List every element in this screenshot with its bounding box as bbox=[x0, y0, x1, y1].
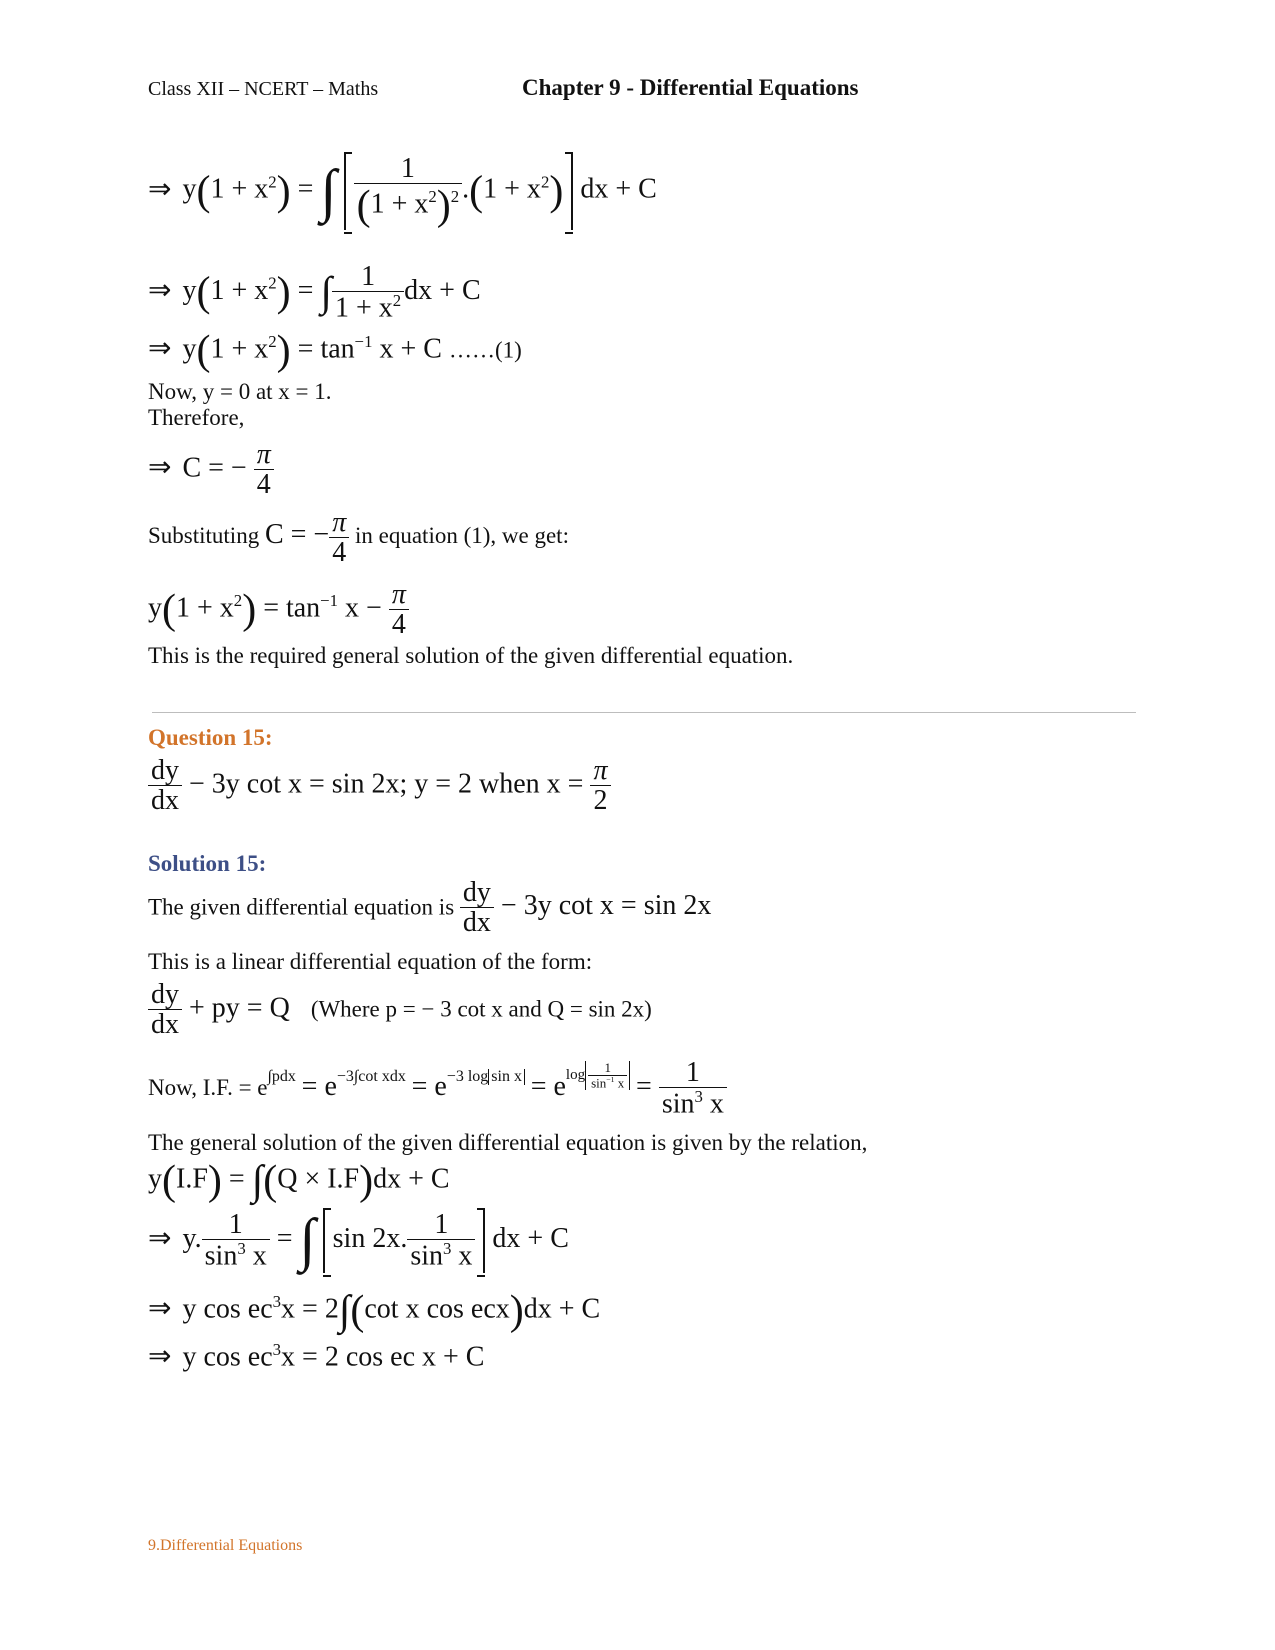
if-label: Now, I.F. = e bbox=[148, 1074, 268, 1100]
header-left: Class XII – NCERT – Maths bbox=[148, 78, 379, 100]
given-label: The given differential equation is bbox=[148, 894, 455, 920]
integrating-factor: Now, I.F. = $e^{\int pdx} = e^{-3\int cot xdx} = e^{-3 log sin x} = e^{log \frac{1}{\sin^{-1} x}}$ = $\frac{1}{\sin^3 x}$ bbox=[148, 1058, 727, 1119]
equation-line-1: ⇒ $y(1 + x^2)$ = ∫ $\frac{1}{(1 + x^2)^2}$ $.(1 + x^2)$ dx + C bbox=[148, 153, 657, 230]
solution-15-title: Solution 15: bbox=[148, 851, 267, 876]
substitution-line: Substituting C = − $\frac{\pi}{4}$ in equation (1), we get: bbox=[148, 507, 569, 569]
linear-form-equation: $\frac{dy}{dx}$ + py = Q (Where p = − 3 cot x and Q = sin 2x) bbox=[148, 980, 652, 1040]
therefore-text: Therefore, bbox=[148, 405, 245, 430]
question-15-title: Question 15: bbox=[148, 725, 273, 750]
footer-label: 9.Differential Equations bbox=[148, 1537, 303, 1554]
particular-solution: $y(1 + x^2) = \tan^{-1} x$ − $\frac{\pi}{4}$ bbox=[148, 580, 409, 640]
section-divider bbox=[152, 712, 1136, 713]
equation-general-relation: y(I.F) = ∫(Q × I.F)dx + C bbox=[148, 1158, 450, 1204]
general-solution-text: The general solution of the given differential equation is given by the relation, bbox=[148, 1130, 868, 1155]
question-15-equation: $\frac{dy}{dx}$ − 3y cot x = sin 2x; y = 2 when x = $\frac{\pi}{2}$ bbox=[148, 756, 611, 816]
where-text: (Where p = − 3 cot x and Q = sin 2x) bbox=[310, 996, 652, 1022]
equation-step-3: ⇒ y $\cos ec^3x = 2$ cos ec x + C bbox=[148, 1340, 485, 1373]
substituting-tail: in equation (1), we get: bbox=[355, 523, 569, 549]
header-chapter-title: Chapter 9 - Differential Equations bbox=[522, 75, 859, 100]
equation-line-2: ⇒ $y(1 + x^2)$ = ∫ $\frac{1}{1 + x^2}$ dx + C bbox=[148, 261, 481, 324]
given-equation-line: The given differential equation is $\frac{dy}{dx}$ − 3y cot x = sin 2x bbox=[148, 877, 712, 939]
substituting-label: Substituting bbox=[148, 523, 260, 549]
constant-value: ⇒ C = − $\frac{\pi}{4}$ bbox=[148, 440, 274, 500]
question-15-equation-text: − 3y cot x = sin 2x; y = 2 when x = bbox=[189, 768, 584, 800]
condition-text: Now, y = 0 at x = 1. bbox=[148, 379, 332, 404]
required-solution-text: This is the required general solution of the given differential equation. bbox=[148, 643, 794, 668]
equation-step-2: ⇒ y $\cos ec^3x = 2\int(\cot$ x cos ecx)dx + C bbox=[148, 1288, 601, 1334]
equation-line-3: ⇒ $y(1 + x^2) = \tan^{-1} x + C$ ……(1) bbox=[148, 328, 522, 374]
equation-step-1: ⇒ y. $\frac{1}{\sin^3 x}$ = ∫ sin 2x. $\frac{1}{\sin^3 x}$ dx + C bbox=[148, 1207, 569, 1273]
linear-form-text: This is a linear differential equation of the form: bbox=[148, 949, 593, 974]
